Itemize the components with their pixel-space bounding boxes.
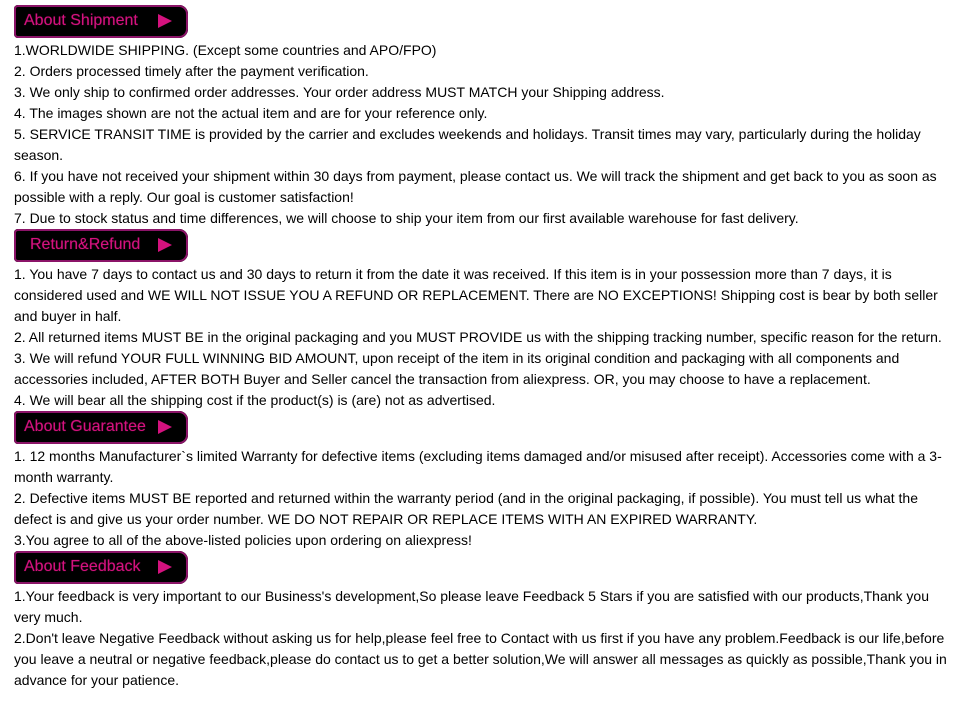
section-body	[14, 586, 949, 691]
section-title: About Shipment	[24, 12, 138, 29]
section-header-return-refund	[14, 229, 188, 262]
section-header-feedback	[14, 551, 188, 584]
section-body	[14, 264, 949, 411]
policy-line: 2. All returned items MUST BE in the original packaging and you MUST PROVIDE us with the shipping tracking number, specific reason for the return.	[14, 329, 942, 345]
section-body	[14, 446, 949, 551]
policy-line: 2. Orders processed timely after the payment verification.	[14, 63, 369, 79]
policy-line: 1. 12 months Manufacturer`s limited Warranty for defective items (excluding items damaged and/or misused after receipt). Accessories come with a 3-month warranty.	[14, 448, 942, 485]
section-return-refund	[14, 229, 949, 411]
play-arrow-icon	[158, 560, 172, 574]
policy-line: 3. We only ship to confirmed order addresses. Your order address MUST MATCH your Shipping address.	[14, 84, 665, 100]
policy-line: 2.Don't leave Negative Feedback without asking us for help,please feel free to Contact with us first if you have any problem.Feedback is our life,before you leave a neutral or negative feedback,please do contact us to get a better solution,We will answer all messages as quickly as possible,Thank you in advance for your patience.	[14, 630, 947, 688]
section-feedback	[14, 551, 949, 691]
policy-line: 3.You agree to all of the above-listed policies upon ordering on aliexpress!	[14, 532, 472, 548]
policy-line: 5. SERVICE TRANSIT TIME is provided by the carrier and excludes weekends and holidays. Transit times may vary, particularly during the holiday season.	[14, 126, 921, 163]
play-arrow-icon	[158, 238, 172, 252]
play-arrow-icon	[158, 14, 172, 28]
section-title: About Guarantee	[24, 418, 146, 435]
section-header-guarantee	[14, 411, 188, 444]
policy-line: 1.Your feedback is very important to our Business's development,So please leave Feedback 5 Stars if you are satisfied with our products,Thank you very much.	[14, 588, 929, 625]
section-title: Return&Refund	[30, 236, 141, 253]
policy-line: 4. We will bear all the shipping cost if the product(s) is (are) not as advertised.	[14, 392, 496, 408]
section-header-shipment	[14, 5, 188, 38]
policy-line: 2. Defective items MUST BE reported and returned within the warranty period (and in the original packaging, if possible). You must tell us what the defect is and give us your order number. WE DO NOT REPAIR OR REPLACE ITEMS WITH AN EXPIRED WARRANTY.	[14, 490, 918, 527]
policy-line: 1. You have 7 days to contact us and 30 days to return it from the date it was received. If this item is in your possession more than 7 days, it is considered used and WE WILL NOT ISSUE YOU A REFUND OR REPLACEMENT. There are NO EXCEPTIONS! Shipping cost is bear by both seller and buyer in half.	[14, 266, 938, 324]
policy-line: 1.WORLDWIDE SHIPPING. (Except some countries and APO/FPO)	[14, 42, 437, 58]
policy-line: 3. We will refund YOUR FULL WINNING BID AMOUNT, upon receipt of the item in its original condition and packaging with all components and accessories included, AFTER BOTH Buyer and Seller cancel the transaction from aliexpress. OR, you may choose to have a replacement.	[14, 350, 900, 387]
section-guarantee	[14, 411, 949, 551]
section-body	[14, 40, 949, 229]
section-shipment	[14, 5, 949, 229]
policy-line: 7. Due to stock status and time differences, we will choose to ship your item from our first available warehouse for fast delivery.	[14, 210, 799, 226]
play-arrow-icon	[158, 420, 172, 434]
policy-line: 4. The images shown are not the actual item and are for your reference only.	[14, 105, 488, 121]
section-title: About Feedback	[24, 558, 141, 575]
policy-line: 6. If you have not received your shipment within 30 days from payment, please contact us. We will track the shipment and get back to you as soon as possible with a reply. Our goal is customer satisfaction!	[14, 168, 937, 205]
